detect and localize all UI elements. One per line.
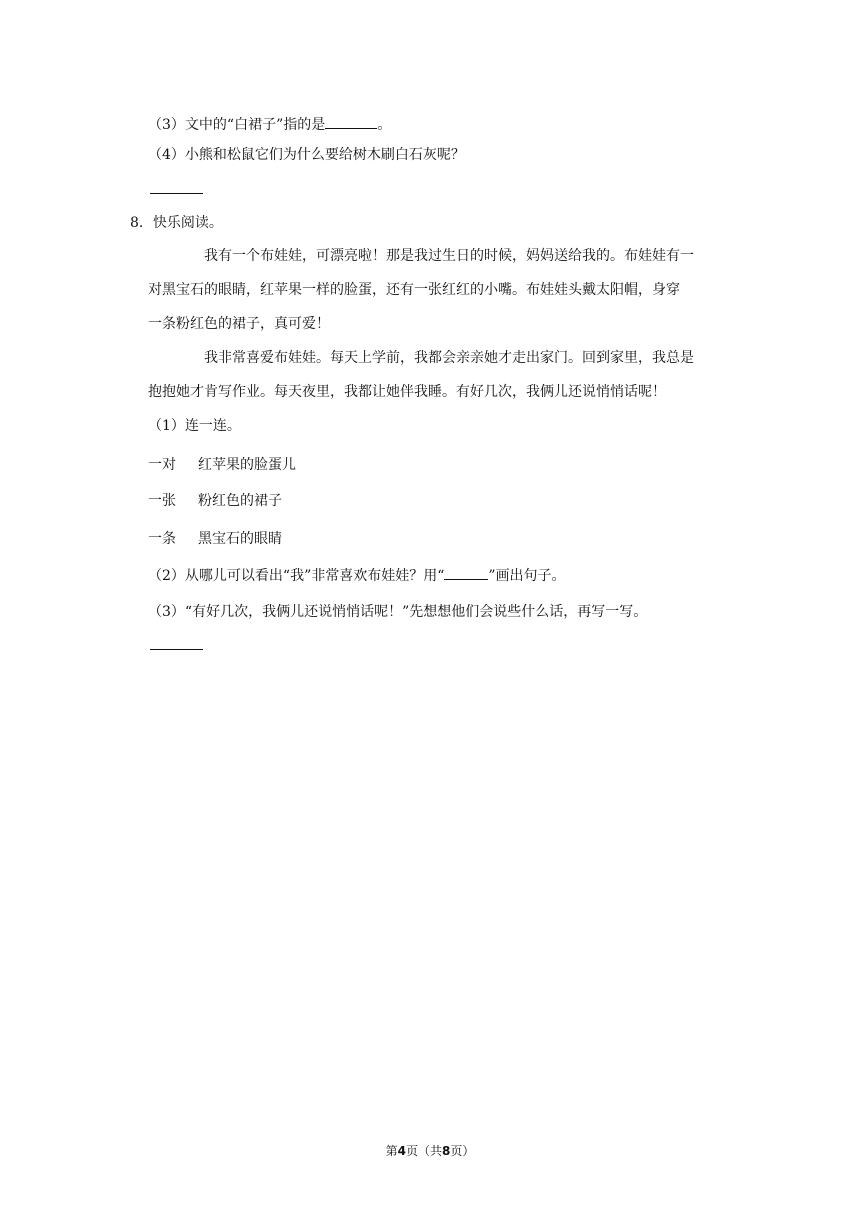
- q8-pair-row[interactable]: [148, 491, 282, 511]
- footer-total-pages: 8: [442, 1144, 451, 1158]
- q8-pair-right[interactable]: 红苹果的脸蛋儿: [198, 457, 296, 473]
- q8-sub3-answer-blank[interactable]: [150, 649, 203, 650]
- q7-sub3-text: （3）文中的“白裙子”指的是: [148, 117, 326, 133]
- q8-pair-left[interactable]: 一张: [148, 493, 176, 509]
- q8-pair-left[interactable]: 一对: [148, 457, 176, 473]
- q8-sub3: （3）“有好几次，我俩儿还说悄悄话呢！”先想想他们会说些什么话，再写一写。: [148, 604, 648, 620]
- q8-pair-row[interactable]: [148, 455, 296, 475]
- q8-passage-line-4: 我非常喜爱布娃娃。每天上学前，我都会亲亲她才走出家门。回到家里，我总是: [204, 350, 694, 366]
- footer-mid: 页（共: [405, 1144, 442, 1158]
- q8-passage-line-3: 一条粉红色的裙子，真可爱！: [148, 316, 330, 332]
- q8-pair-right[interactable]: 黑宝石的眼睛: [198, 531, 282, 547]
- q8-pair-right[interactable]: 粉红色的裙子: [198, 493, 282, 509]
- q8-title: 8．快乐阅读。: [130, 215, 223, 231]
- q8-sub2-text: （2）从哪儿可以看出“我”非常喜欢布娃娃？用“: [148, 568, 445, 584]
- q8-sub2-blank: [444, 565, 488, 580]
- footer-post: 页）: [450, 1144, 475, 1158]
- q7-sub4-answer-blank[interactable]: [150, 193, 203, 194]
- q8-passage-line-5: 抱抱她才肯写作业。每天夜里，我都让她伴我睡。有好几次，我俩儿还说悄悄话呢！: [148, 384, 666, 400]
- q7-sub3-suffix: 。: [377, 117, 392, 133]
- q8-sub1: （1）连一连。: [148, 418, 241, 434]
- q8-passage-line-2: 对黑宝石的眼睛，红苹果一样的脸蛋，还有一张红红的小嘴。布娃娃头戴太阳帽，身穿: [148, 282, 680, 298]
- q7-sub3-blank[interactable]: [325, 114, 377, 129]
- q7-sub4: （4）小熊和松鼠它们为什么要给树木刷白石灰呢？: [148, 147, 465, 163]
- q7-sub3: [148, 114, 391, 134]
- q8-pair-left[interactable]: 一条: [148, 531, 176, 547]
- q8-pair-row[interactable]: [148, 529, 282, 549]
- footer-page-number: 4: [397, 1144, 406, 1158]
- q8-passage-line-1: 我有一个布娃娃，可漂亮啦！那是我过生日的时候，妈妈送给我的。布娃娃有一: [204, 248, 694, 264]
- q8-sub2-suffix: ”画出句子。: [488, 568, 566, 584]
- footer-pre: 第: [385, 1144, 398, 1158]
- page-footer: [0, 1142, 860, 1160]
- q8-sub2: [148, 565, 566, 585]
